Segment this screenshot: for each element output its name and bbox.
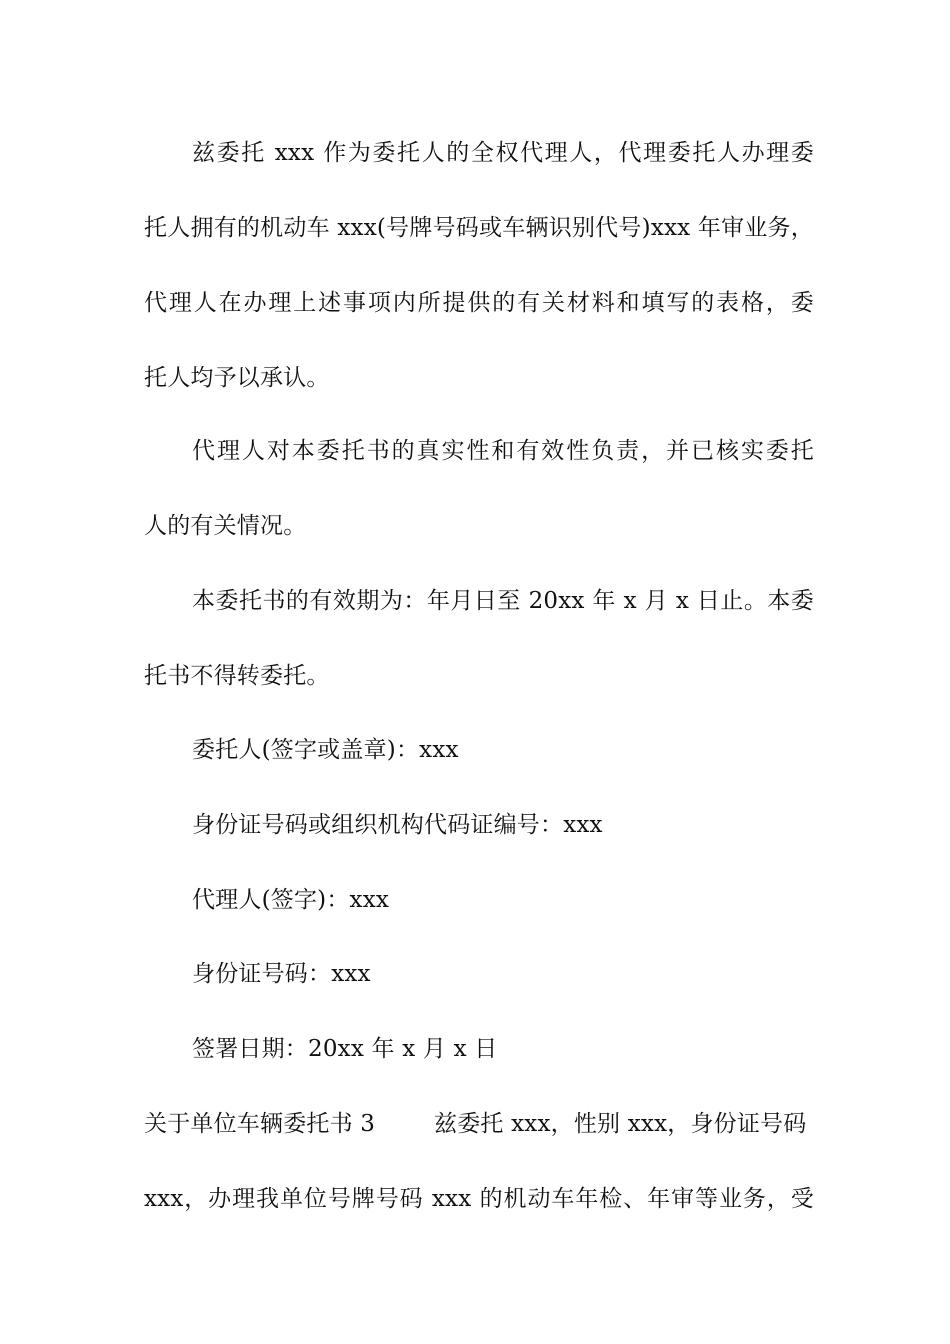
paragraph-1-line-3: 代理人在办理上述事项内所提供的有关材料和填写的表格，委 [144,290,814,316]
field-id-number-or-org-code: 身份证号码或组织机构代码证编号：xxx [192,812,603,838]
paragraph-1-line-1: 兹委托 xxx 作为委托人的全权代理人，代理委托人办理委 [192,140,814,166]
paragraph-2-line-1: 代理人对本委托书的真实性和有效性负责，并已核实委托 [192,438,814,464]
paragraph-1-line-4: 托人均予以承认。 [144,365,330,391]
paragraph-1-line-2: 托人拥有的机动车 xxx(号牌号码或车辆识别代号)xxx 年审业务， [144,215,814,241]
section-3-heading: 关于单位车辆委托书 3 [144,1111,376,1137]
section-3-line-2: xxx，办理我单位号牌号码 xxx 的机动车年检、年审等业务，受 [144,1186,814,1212]
paragraph-2-line-2: 人的有关情况。 [144,513,307,539]
section-3-first-line-text: 兹委托 xxx，性别 xxx，身份证号码 [434,1111,807,1137]
field-id-number: 身份证号码：xxx [192,961,371,987]
field-principal-signature: 委托人(签字或盖章)：xxx [192,737,459,763]
field-sign-date: 签署日期：20xx 年 x 月 x 日 [192,1036,498,1062]
paragraph-3-line-2: 托书不得转委托。 [144,663,330,689]
section-3-line-1 [144,1109,814,1139]
field-agent-signature: 代理人(签字)：xxx [192,887,390,913]
paragraph-3-line-1: 本委托书的有效期为：年月日至 20xx 年 x 月 x 日止。本委 [192,588,814,614]
